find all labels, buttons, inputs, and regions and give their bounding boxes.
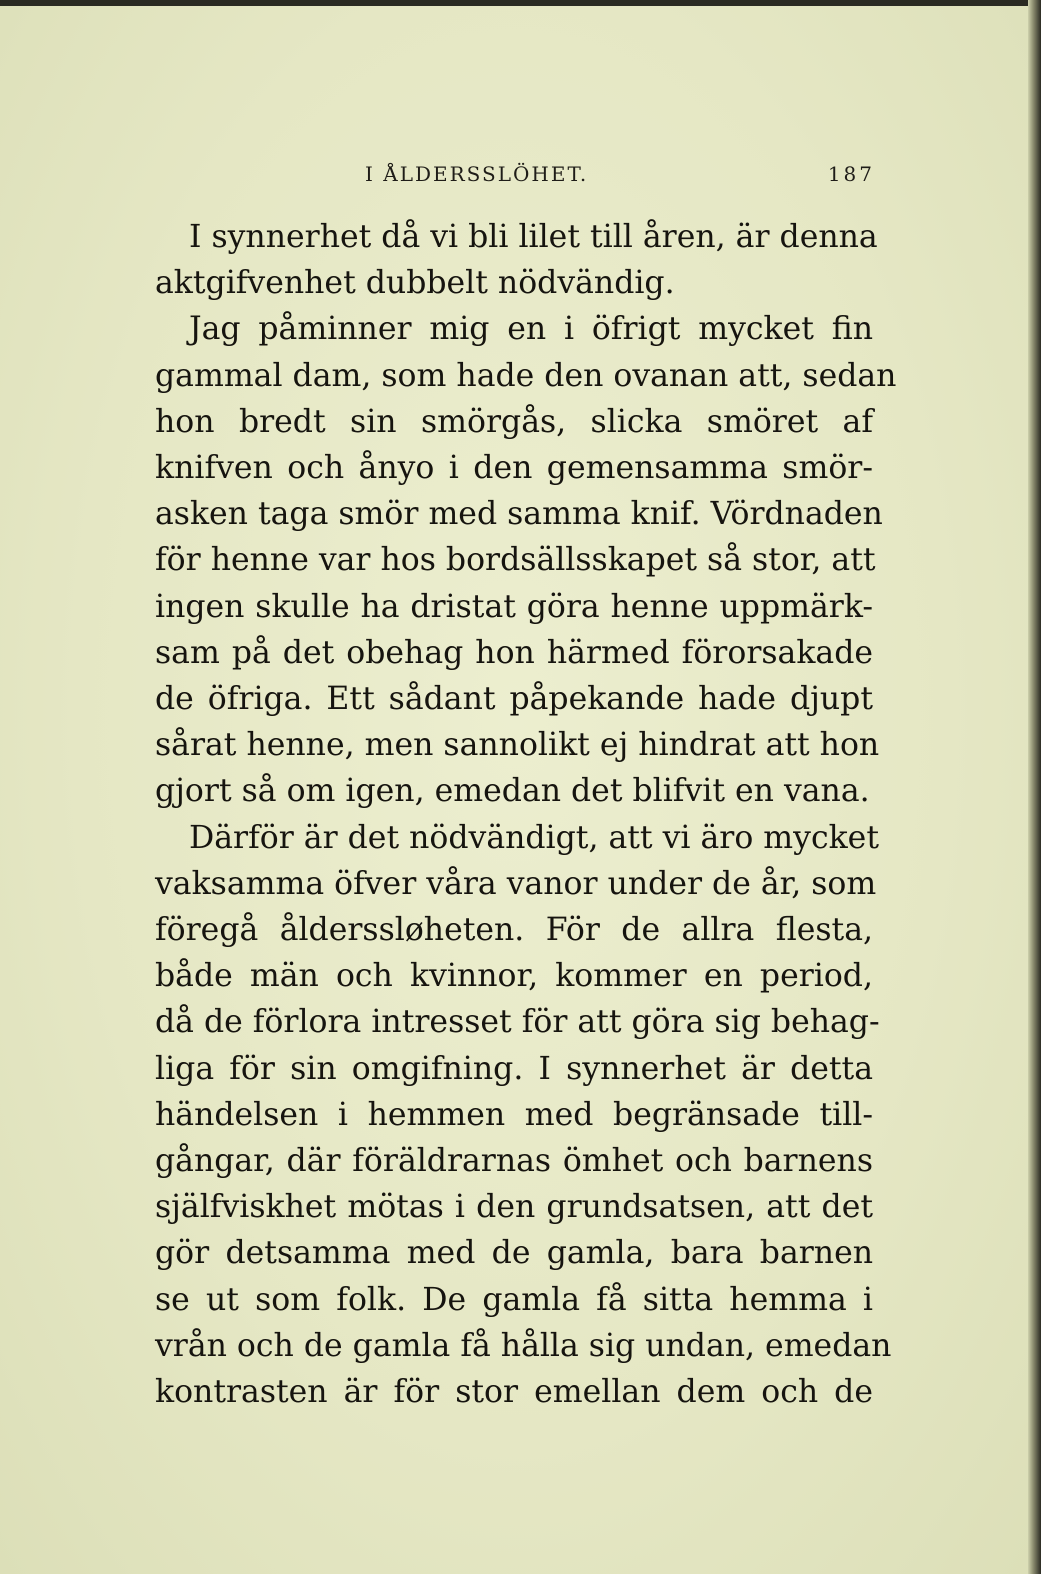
text-line: sam på det obehag hon härmed förorsakade — [155, 634, 873, 671]
text-line: händelsen i hemmen med begränsade till- — [155, 1096, 873, 1133]
text-line: se ut som folk. De gamla få sitta hemma i — [155, 1281, 873, 1318]
text-line: vrån och de gamla få hålla sig undan, emedan — [155, 1327, 892, 1364]
text-line: Jag påminner mig en i öfrigt mycket fin — [189, 311, 873, 348]
running-head-title: I ÅLDERSSLÖHET. — [365, 162, 589, 186]
book-page — [0, 6, 1028, 1574]
text-line: knifven och ånyo i den gemensamma smör- — [155, 450, 873, 487]
text-line: asken taga smör med samma knif. Vördnaden — [155, 496, 883, 533]
text-line: de öfriga. Ett sådant påpekande hade djupt — [155, 681, 873, 718]
text-line: gammal dam, som hade den ovanan att, sedan — [155, 357, 897, 394]
text-line: sårat henne, men sannolikt ej hindrat att hon — [155, 727, 880, 764]
text-line: föregå ålderssløheten. För de allra flesta, — [155, 912, 873, 949]
running-head — [365, 162, 875, 192]
text-line: både män och kvinnor, kommer en period, — [155, 958, 873, 995]
text-line: då de förlora intresset för att göra sig behag- — [155, 1004, 880, 1041]
text-line: själfviskhet mötas i den grundsatsen, att det — [155, 1189, 873, 1226]
body-text — [155, 214, 897, 1415]
page-number: 187 — [827, 162, 875, 186]
text-line: vaksamma öfver våra vanor under de år, som — [155, 865, 877, 902]
page-right-edge — [1028, 0, 1041, 1574]
text-line: aktgifvenhet dubbelt nödvändig. — [155, 265, 675, 302]
text-line: hon bredt sin smörgås, slicka smöret af — [155, 403, 873, 440]
text-line: gjort så om igen, emedan det blifvit en vana. — [155, 773, 870, 810]
text-line: ingen skulle ha dristat göra henne uppmärk- — [155, 588, 873, 625]
text-line: liga för sin omgifning. I synnerhet är detta — [155, 1050, 873, 1087]
text-line: Därför är det nödvändigt, att vi äro mycket — [189, 819, 879, 856]
text-line: gångar, där föräldrarnas ömhet och barnens — [155, 1143, 873, 1180]
text-line: gör detsamma med de gamla, bara barnen — [155, 1235, 873, 1272]
text-line: I synnerhet då vi bli lilet till åren, är denna — [189, 219, 878, 255]
text-line: för henne var hos bordsällsskapet så stor, att — [155, 542, 876, 579]
text-line: kontrasten är för stor emellan dem och de — [155, 1374, 873, 1411]
